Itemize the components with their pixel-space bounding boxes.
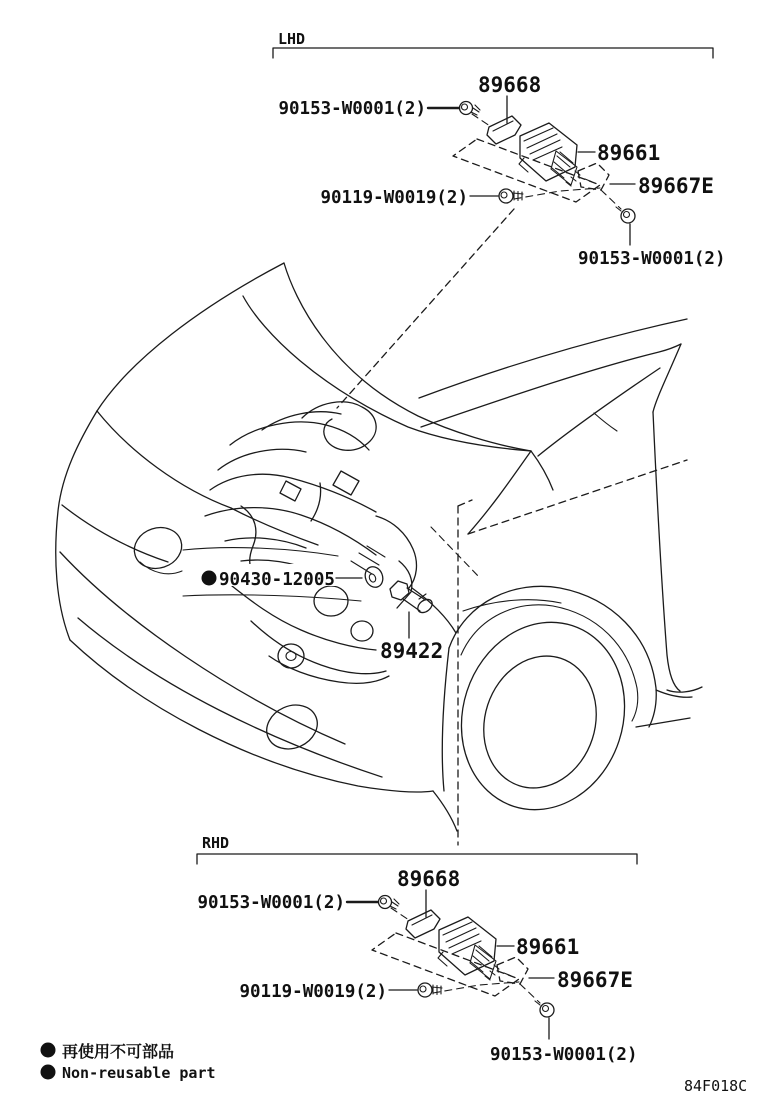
section-cut-line: [458, 500, 472, 845]
ecu-location-leader: [337, 209, 514, 408]
lhd-ecu-label: 89661: [597, 141, 661, 165]
non-reusable-dot-icon: [41, 1065, 56, 1080]
rhd-pad-label: 89667E: [557, 968, 633, 992]
rhd-bracket-line: [197, 854, 637, 864]
cowl-side: [468, 451, 531, 534]
roof-line: [419, 319, 687, 398]
door-bottom: [667, 687, 702, 692]
tire: [438, 601, 649, 831]
rhd-ecu-label: 89661: [516, 935, 580, 959]
legend-jp-label: 再使用不可部品: [62, 1042, 175, 1061]
a-pillar-front: [653, 344, 681, 412]
figure-code: 84F018C: [684, 1077, 748, 1095]
legend: [41, 1042, 216, 1082]
section-rhd: [197, 834, 638, 1065]
hood-tip: [531, 451, 553, 490]
rhd-bolt-label: 90119-W0019(2): [239, 982, 387, 1002]
wiper-tick: [594, 413, 617, 431]
lhd-pad-label: 89667E: [638, 174, 714, 198]
fog-lamp: [260, 697, 325, 757]
hood-left-edge: [97, 263, 284, 411]
bumper-arch-edge: [442, 648, 449, 791]
legend-en-label: Non-reusable part: [62, 1064, 216, 1082]
lhd-tag: LHD: [278, 30, 306, 48]
non-reusable-dot-icon: [202, 571, 217, 586]
car-illustration: [56, 209, 702, 845]
lhd-screw-top-label: 90153-W0001(2): [278, 99, 426, 119]
rhd-screw-top-label: 90153-W0001(2): [197, 893, 345, 913]
fender-seam: [97, 411, 231, 508]
hood-outer-edge: [284, 263, 531, 451]
rhd-tag: RHD: [202, 834, 230, 852]
bumper-corner: [433, 791, 457, 831]
non-reusable-dot-icon: [41, 1043, 56, 1058]
gasket-art: [362, 564, 386, 590]
rhd-screw-bottom-label: 90153-W0001(2): [490, 1045, 638, 1065]
lhd-bolt-label: 90119-W0019(2): [320, 188, 468, 208]
lhd-bracket-label: 89668: [478, 73, 542, 97]
sensor-location-leader: [431, 527, 480, 578]
beltline-dashed: [468, 460, 687, 534]
sensor-label: 89422: [380, 639, 444, 663]
rocker-line: [636, 718, 690, 727]
wheel-rim: [467, 641, 613, 802]
headlight-line: [62, 505, 168, 562]
section-lhd: [273, 30, 726, 269]
lhd-bracket-line: [273, 48, 713, 58]
door-front-edge: [653, 412, 680, 691]
rhd-bracket-label: 89668: [397, 867, 461, 891]
bumper-crease-2: [78, 618, 382, 777]
windshield-line: [421, 344, 681, 427]
lhd-screw-bottom-label: 90153-W0001(2): [578, 249, 726, 269]
bumper-bottom: [70, 640, 433, 792]
emblem-ring: [129, 522, 187, 575]
gasket-label: 90430-12005: [219, 570, 335, 590]
